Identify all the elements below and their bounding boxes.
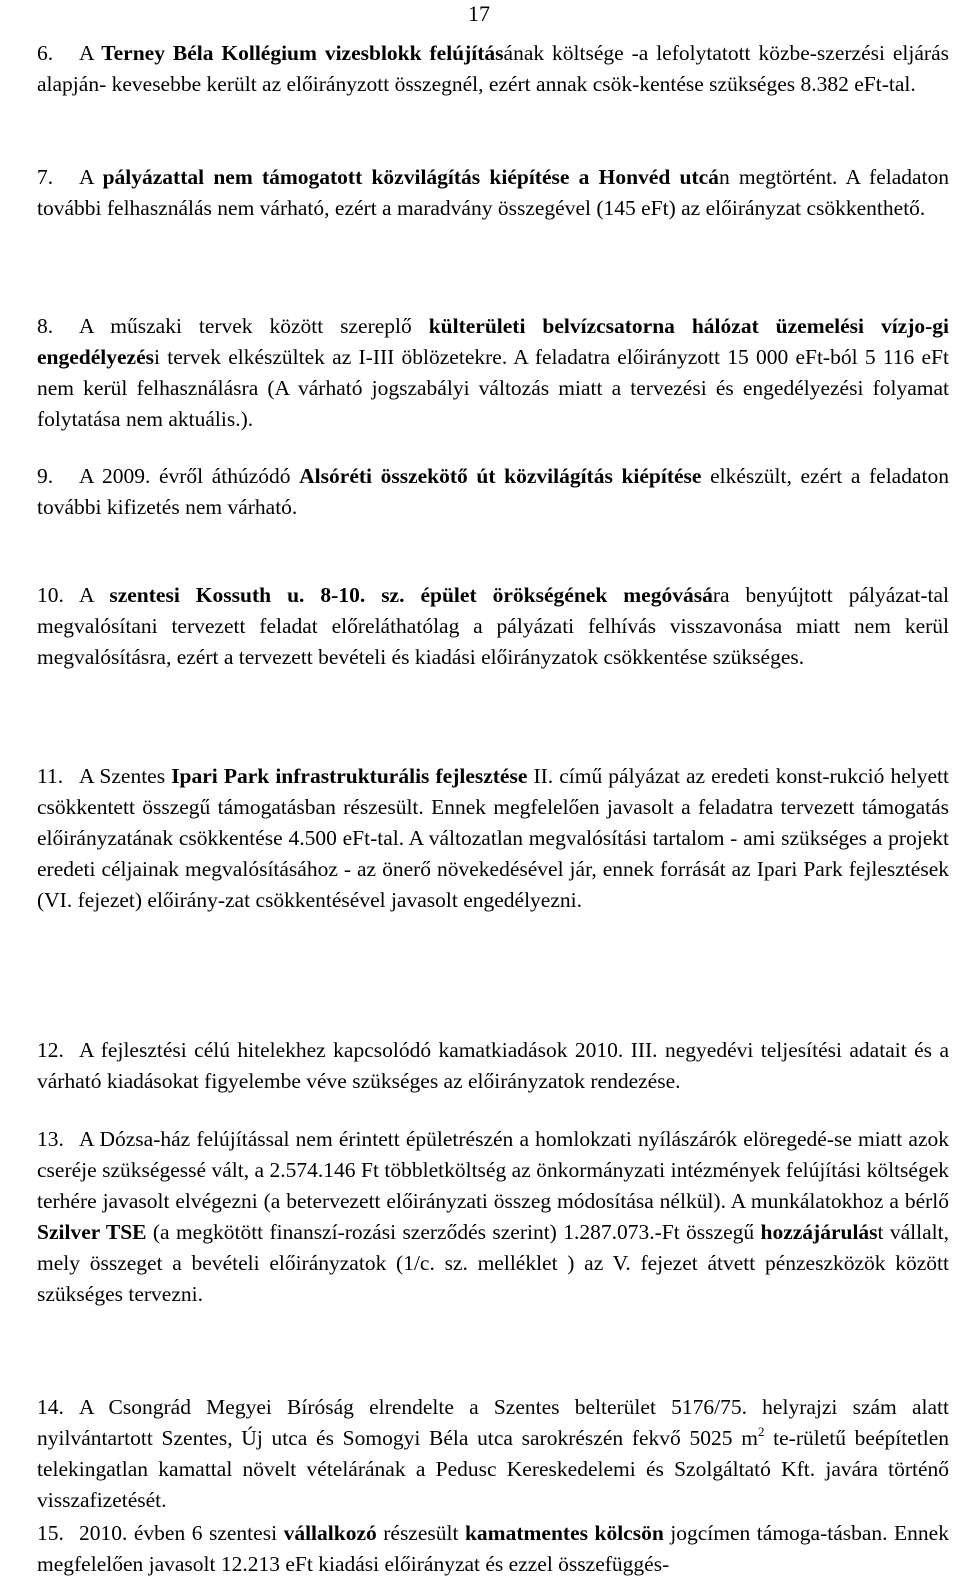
item-text: A xyxy=(79,165,103,189)
item-number: 14. xyxy=(37,1395,64,1419)
item-text-bold: vállalkozó xyxy=(283,1521,377,1545)
item-text: A műszaki tervek között szereplő xyxy=(79,314,429,338)
list-item-11 xyxy=(37,761,949,916)
item-text: A fejlesztési célú hitelekhez kapcsolódó kamatkiadások 2010. III. negyedévi teljesítési adatait és a várható kiadásokat figyelembe véve szükséges az előirányzatok rendezése. xyxy=(37,1038,949,1093)
list-item-7 xyxy=(37,162,949,224)
list-item-6 xyxy=(37,38,949,100)
item-text: A xyxy=(79,41,102,65)
item-text-bold: kamatmentes kölcsön xyxy=(464,1521,664,1545)
list-item-12 xyxy=(37,1035,949,1097)
item-text-bold: külterületi belvízcsatorna hálózat üzemelési vízjo-gi engedélyezés xyxy=(37,314,949,369)
item-text: A Dózsa-ház felújítással nem érintett épületrészén a homlokzati nyílászárók elöregedé-se miatt azok cseréje szükségessé vált, a 2.574.146 Ft többletköltség az önkormányzati intézmények felújítási költségek terhére javasolt elvégezni (a betervezett előirányzati összeg módosítása nélkül). A munkálatokhoz a bérlő xyxy=(37,1127,949,1213)
item-text: A Szentes xyxy=(79,764,172,788)
item-number: 8. xyxy=(37,314,54,338)
list-item-8 xyxy=(37,311,949,435)
item-text: elkészült, ezért a feladaton további kifizetés nem várható. xyxy=(37,464,949,519)
item-text-bold: Terney Béla Kollégium vizesblokk felújítás xyxy=(101,41,504,65)
item-text-bold: Szilver TSE xyxy=(37,1220,147,1244)
item-text: jogcímen támoga-tásban. Ennek megfelelően javasolt 12.213 eFt kiadási előirányzat és ezzel összefüggés- xyxy=(37,1521,949,1576)
item-text: (a megkötött finanszí-rozási szerződés szerint) 1.287.073.-Ft összegű xyxy=(146,1220,761,1244)
item-text: te-rületű beépítetlen telekingatlan kamattal növelt vételárának a Pedusc Kereskedelemi és Szolgáltató Kft. javára történő visszafizetését. xyxy=(37,1426,949,1512)
list-item-14 xyxy=(37,1392,949,1516)
list-item-13 xyxy=(37,1124,949,1310)
item-text: t vállalt, mely összeget a bevételi előirányzatok (1/c. sz. melléklet ) az V. fejezet átvett pénzeszközök között szükséges tervezni. xyxy=(37,1220,949,1306)
list-item-10 xyxy=(37,580,949,673)
item-number: 15. xyxy=(37,1521,64,1545)
item-text-bold: hozzájárulás xyxy=(760,1220,878,1244)
list-item-15 xyxy=(37,1518,949,1580)
item-text: A 2009. évről áthúzódó xyxy=(79,464,300,488)
item-text: i tervek elkészültek az I-III öblözetekre. A feladatra előirányzott 15 000 eFt-ból 5 116 eFt nem kerül felhasználásra (A várható jogszabályi változás miatt a tervezési és engedélyezési folyamat folytatása nem aktuális.). xyxy=(37,345,949,431)
item-number: 9. xyxy=(37,464,54,488)
item-text: ra benyújtott pályázat-tal megvalósítani tervezett feladat előreláthatólag a pályázati felhívás visszavonása miatt nem kerül megvalósításra, ezért a tervezett bevételi és kiadási előirányzatok csökkentése szükséges. xyxy=(37,583,949,669)
item-text: A xyxy=(79,583,110,607)
item-text: n megtörtént. A feladaton további felhasználás nem várható, ezért a maradvány összegével (145 eFt) az előirányzat csökkenthető. xyxy=(37,165,950,220)
page-number: 17 xyxy=(468,1,490,26)
item-text: részesült xyxy=(376,1521,465,1545)
item-number: 10. xyxy=(37,583,64,607)
item-number: 11. xyxy=(37,764,64,788)
item-text-bold: Alsóréti összekötő út közvilágítás kiépítése xyxy=(299,464,702,488)
list-item-9 xyxy=(37,461,949,523)
item-text: 2010. évben 6 szentesi xyxy=(79,1521,284,1545)
item-text: II. című pályázat az eredeti konst-rukció helyett csökkentett összegű támogatásban részesült. Ennek megfelelően javasolt a feladatra tervezett támogatás előirányzatának csökkentése 4.500 eFt-tal. A változatlan megvalósítási tartalom - ami szükséges a projekt eredeti céljainak megvalósításához - az önerő növekedésével jár, ennek forrását az Ipari Park fejlesztések (VI. fejezet) előirány-zat csökkentésével javasolt engedélyezni. xyxy=(37,764,949,912)
item-number: 13. xyxy=(37,1127,64,1151)
superscript: 2 xyxy=(757,1424,765,1439)
item-number: 12. xyxy=(37,1038,64,1062)
item-text-bold: pályázattal nem támogatott közvilágítás kiépítése a Honvéd utcá xyxy=(102,165,719,189)
item-text: ának költsége -a lefolytatott közbe-szerzési eljárás alapján- kevesebbe került az előirányzott összegnél, ezért annak csök-kentése szükséges 8.382 eFt-tal. xyxy=(37,41,949,96)
item-number: 6. xyxy=(37,41,54,65)
item-text: A Csongrád Megyei Bíróság elrendelte a Szentes belterület 5176/75. helyrajzi szám alatt nyilvántartott Szentes, Új utca és Somogyi Béla utca sarokrészén fekvő 5025 m xyxy=(37,1395,949,1450)
item-text-bold: Ipari Park infrastrukturális fejlesztése xyxy=(171,764,528,788)
item-text-bold: szentesi Kossuth u. 8-10. sz. épület örökségének megóvásá xyxy=(109,583,713,607)
item-number: 7. xyxy=(37,165,54,189)
